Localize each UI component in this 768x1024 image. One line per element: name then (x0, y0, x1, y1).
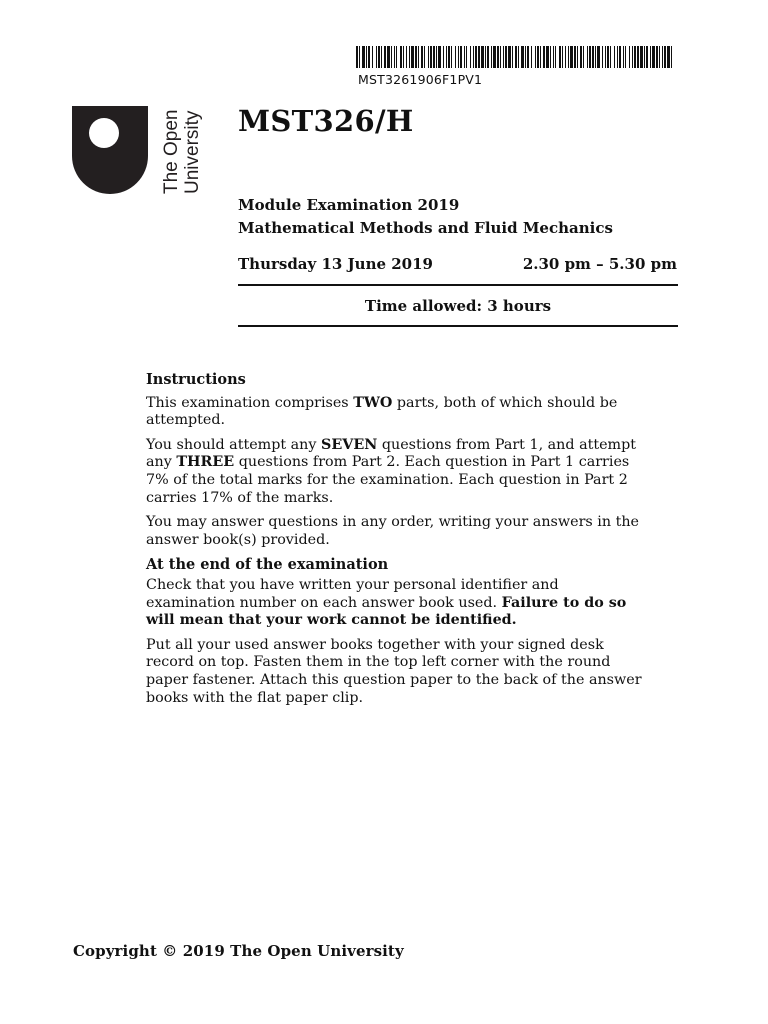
exam-title: Module Examination 2019 (238, 196, 460, 214)
logo-shield-icon (72, 106, 148, 194)
barcode-bar (448, 46, 450, 68)
barcode-bar (537, 46, 539, 68)
divider-bottom (238, 325, 678, 327)
barcode-bar (625, 46, 626, 68)
barcode-bar (356, 46, 358, 68)
svg-text:University: University (182, 110, 203, 194)
barcode-bar (568, 46, 569, 68)
barcode-bar (366, 46, 367, 68)
barcode-bar (525, 46, 526, 68)
barcode-bar (381, 46, 382, 68)
barcode-bar (403, 46, 404, 68)
barcode-bar (518, 46, 519, 68)
instructions-heading: Instructions (146, 371, 246, 388)
barcode-bar (503, 46, 504, 68)
barcode-bar (505, 46, 507, 68)
exam-date: Thursday 13 June 2019 (238, 255, 433, 273)
end-paragraph-identifier: Check that you have written your personal identifier and examination number on each answer book used. Failure to do so will mean that your work cannot be identified. (146, 576, 627, 629)
barcode-bar (455, 46, 456, 68)
barcode-bar (515, 46, 517, 68)
barcode-bar (443, 46, 444, 68)
barcode-bar (589, 46, 591, 68)
barcode-bar (605, 46, 606, 68)
barcode-bar (424, 46, 425, 68)
barcode-bar (531, 46, 532, 68)
barcode-bar (664, 46, 666, 68)
barcode-bar (436, 46, 437, 68)
barcode-bar (555, 46, 556, 68)
barcode-bar (451, 46, 452, 68)
subject-title: Mathematical Methods and Fluid Mechanics (238, 219, 613, 237)
divider-top (238, 284, 678, 286)
instructions-paragraph-order: You may answer questions in any order, writing your answers in the answer book(s) provided. (146, 514, 640, 548)
barcode-bar (597, 46, 600, 68)
open-university-logo (72, 104, 212, 200)
barcode-bar (662, 46, 663, 68)
barcode-bar (577, 46, 578, 68)
barcode-bar (671, 46, 672, 68)
barcode-bar (574, 46, 576, 68)
barcode-bar (543, 46, 545, 68)
barcode-bar (562, 46, 563, 68)
barcode-bar (650, 46, 651, 68)
barcode-bar (629, 46, 630, 68)
barcode-bar (394, 46, 395, 68)
module-code-title: MST326/H (238, 104, 414, 138)
barcode-bar (521, 46, 524, 68)
barcode-bar (376, 46, 377, 68)
barcode-bar (411, 46, 414, 68)
barcode-bar (497, 46, 499, 68)
barcode-bar (602, 46, 603, 68)
barcode-bar (391, 46, 392, 68)
barcode-bar (485, 46, 486, 68)
barcode-bar (640, 46, 643, 68)
barcode-bar (652, 46, 655, 68)
barcode-bar (359, 46, 360, 68)
barcode-bar (619, 46, 621, 68)
barcode-bar (614, 46, 615, 68)
svg-text:The Open: The Open (161, 109, 182, 194)
barcode-bar (644, 46, 645, 68)
instructions-body (146, 371, 646, 714)
barcode-bar (617, 46, 618, 68)
barcode-bar (637, 46, 639, 68)
barcode-bar (487, 46, 489, 68)
barcode-bar (475, 46, 477, 68)
barcode-bar (378, 46, 380, 68)
barcode-bar (535, 46, 536, 68)
barcode-bar (607, 46, 609, 68)
barcode-bar (550, 46, 551, 68)
barcode-bar (415, 46, 417, 68)
barcode-bar (508, 46, 511, 68)
barcode-bar (493, 46, 496, 68)
barcode-bar (623, 46, 624, 68)
barcode-bar (362, 46, 365, 68)
instructions-paragraph-questions: You should attempt any SEVEN questions from Part 1, and attempt any THREE questions from Part 2. Each question in Part 1 carries 7% of the total marks for the examination. Each question in Part 2 carries 17% of the marks. (146, 436, 637, 506)
logo-circle-icon (89, 118, 119, 148)
barcode-bar (421, 46, 423, 68)
barcode-bar (659, 46, 660, 68)
exam-time-range: 2.30 pm – 5.30 pm (522, 255, 677, 273)
barcode-bar (400, 46, 402, 68)
copyright-notice: Copyright © 2019 The Open University (73, 942, 404, 960)
barcode-bar (458, 46, 459, 68)
barcode-number: MST3261906F1PV1 (358, 72, 483, 87)
barcode-bar (527, 46, 529, 68)
barcode-bar (667, 46, 670, 68)
end-section-heading: At the end of the examination (146, 556, 389, 574)
barcode-bar (587, 46, 588, 68)
instructions-paragraph-parts: This examination comprises TWO parts, both of which should be attempted. (146, 394, 618, 429)
end-paragraph-fasten: Put all your used answer books together with your signed desk record on top. Fasten them in the top left corner with the round paper fastener. Attach this question paper to the back of the answer books with the flat paper clip. (146, 636, 642, 706)
barcode-bar (580, 46, 582, 68)
barcode-bar (540, 46, 541, 68)
barcode-bar (570, 46, 573, 68)
barcode-bar (433, 46, 435, 68)
barcode-bar (384, 46, 386, 68)
barcode-bar (491, 46, 492, 68)
barcode-bar (460, 46, 462, 68)
barcode-bar (396, 46, 397, 68)
barcode-bar (387, 46, 390, 68)
barcode-bar (438, 46, 441, 68)
barcode-bar (546, 46, 549, 68)
barcode-bar (372, 46, 373, 68)
barcode-bar (632, 46, 633, 68)
barcode-bar (368, 46, 370, 68)
barcode-bar (500, 46, 501, 68)
barcode-bar (406, 46, 407, 68)
barcode-bar (512, 46, 513, 68)
barcode-bar (592, 46, 594, 68)
barcode-bar (470, 46, 471, 68)
barcode-bar (466, 46, 467, 68)
barcode-bar (428, 46, 429, 68)
logo-wordmark (161, 110, 203, 195)
barcode-bar (553, 46, 554, 68)
barcode-bar (418, 46, 419, 68)
barcode-bar (595, 46, 596, 68)
barcode-bar (656, 46, 658, 68)
barcode-bar (478, 46, 480, 68)
barcode-bar (646, 46, 648, 68)
barcode-bar (430, 46, 432, 68)
barcode-bar (565, 46, 566, 68)
barcode-bar (583, 46, 584, 68)
time-allowed: Time allowed: 3 hours (364, 297, 552, 315)
barcode-bar (473, 46, 474, 68)
barcode-bar (464, 46, 465, 68)
barcode-bar (446, 46, 447, 68)
barcode-bar (481, 46, 484, 68)
barcode-bar (409, 46, 410, 68)
barcode-bar (610, 46, 611, 68)
barcode-bar (559, 46, 561, 68)
barcode-bar (634, 46, 636, 68)
barcode (356, 46, 674, 68)
